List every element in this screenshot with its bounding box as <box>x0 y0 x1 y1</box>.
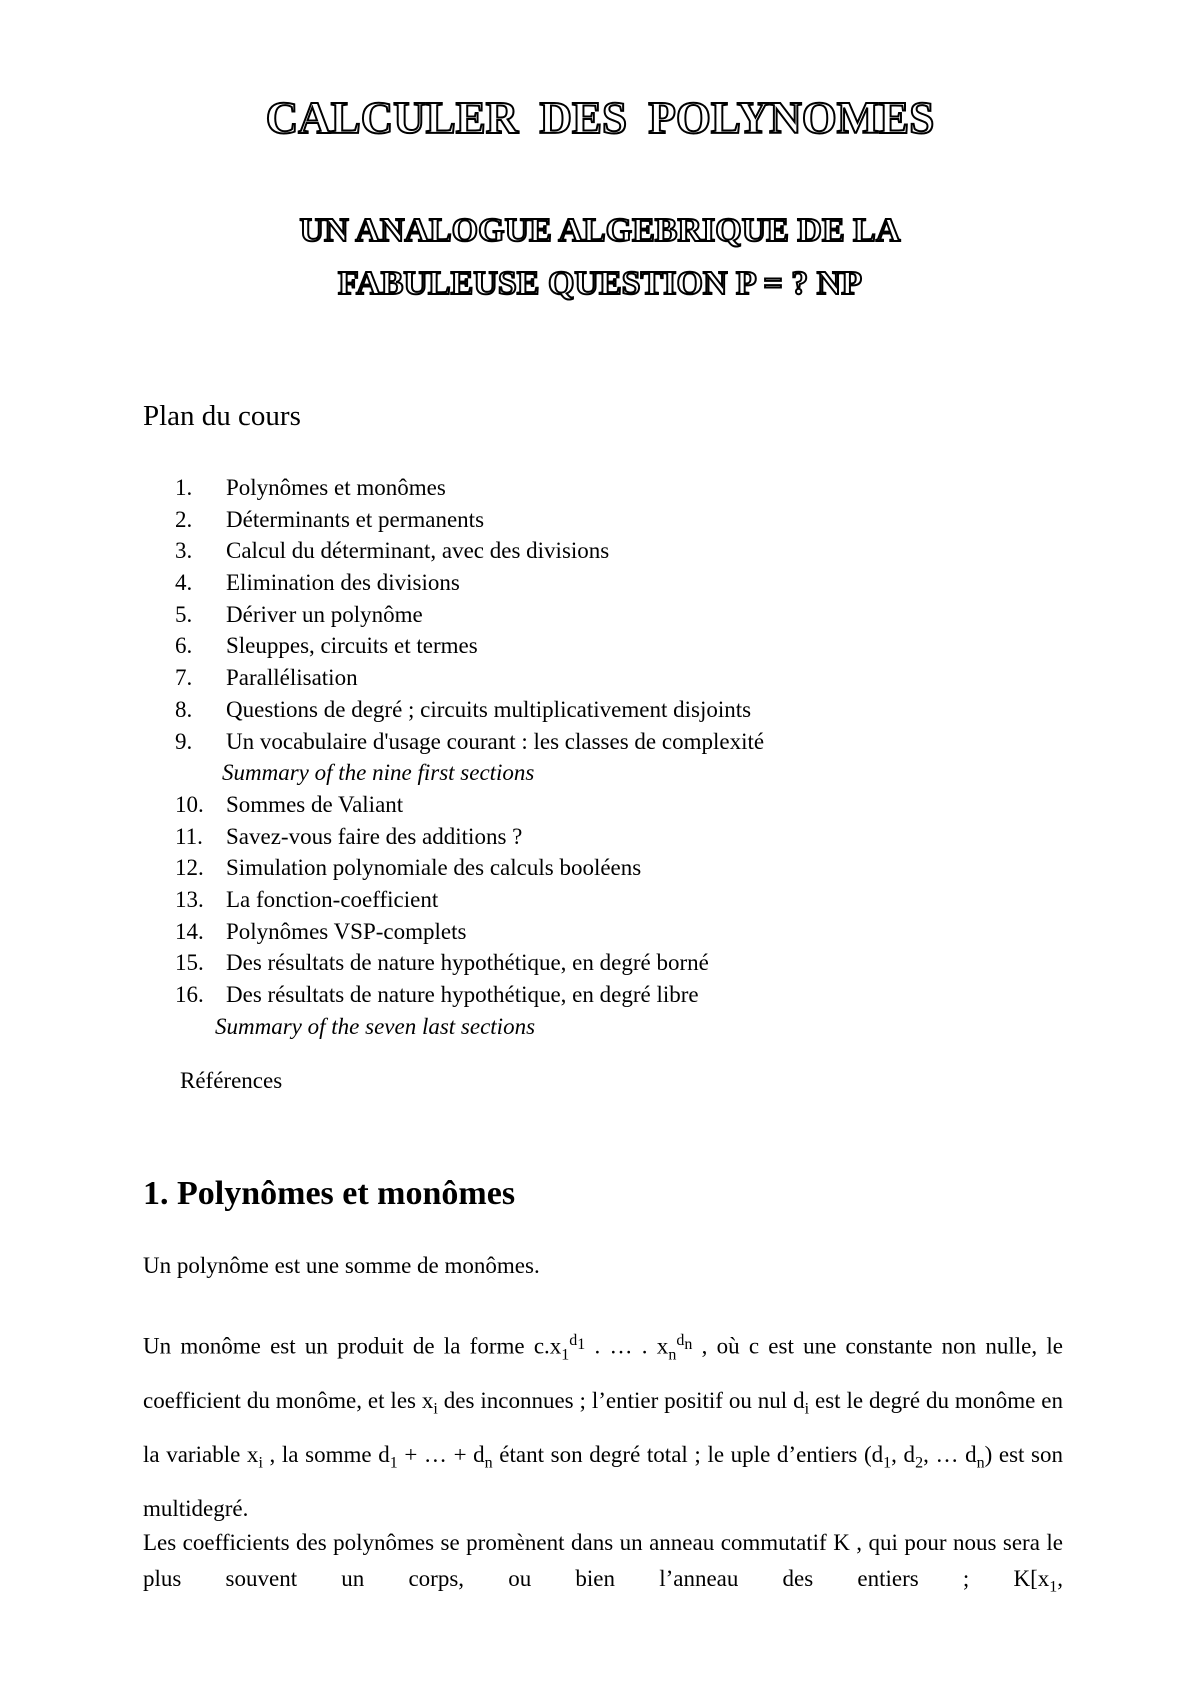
summary-first-text: Summary of the nine first sections <box>222 760 535 786</box>
toc-item-number: 14. <box>175 918 204 944</box>
plan-heading: Plan du cours <box>143 400 301 432</box>
toc-item-number: 3. <box>175 538 193 564</box>
document-title: CALCULER DES POLYNOMES <box>265 93 935 143</box>
toc-item-label: Des résultats de nature hypothétique, en degré borné <box>226 950 709 976</box>
summary-last-text: Summary of the seven last sections <box>215 1013 536 1039</box>
toc-item-label: Un vocabulaire d'usage courant : les classes de complexité <box>226 728 765 754</box>
toc-item-number: 7. <box>175 665 193 691</box>
toc-item <box>175 726 1075 758</box>
toc-item <box>175 852 1075 884</box>
toc-item <box>175 694 1075 726</box>
toc-item <box>175 630 1075 662</box>
document-subtitle-line-1: UN ANALOGUE ALGEBRIQUE DE LA <box>299 212 901 249</box>
toc-item <box>175 979 1075 1011</box>
toc-item-number: 8. <box>175 696 193 722</box>
paragraph-1: Un polynôme est une somme de monômes. <box>143 1253 540 1278</box>
toc-item-number: 2. <box>175 506 193 532</box>
toc-item <box>175 789 1075 821</box>
toc-item-number: 10. <box>175 791 204 817</box>
toc-item <box>175 821 1075 853</box>
section-1-heading: 1. Polynômes et monômes <box>143 1175 516 1212</box>
toc-item <box>175 884 1075 916</box>
toc-item <box>175 472 1075 504</box>
toc-item-label: Savez-vous faire des additions ? <box>226 823 523 849</box>
toc-item-label: Déterminants et permanents <box>226 506 485 532</box>
paragraph-2: Un monôme est un produit de la forme $c.x_1^{d_1}$ . … . $x_n^{d_n}$ , où c est une constante non nulle, le coefficient du monôme, et les $x_i$ des inconnues ; l’entier positif ou nul $d_i$ est le degré du monôme en la variable $x_i$ , la somme $d_1$ + … + $d_n$ étant son degré total ; le uple d’entiers ($d_1$, $d_2$, … $d_n$) est son multidegré. <box>143 1332 1064 1521</box>
toc-item-label: Sleuppes, circuits et termes <box>226 633 478 659</box>
table-of-contents <box>175 472 1075 1042</box>
toc-item-number: 9. <box>175 728 193 754</box>
toc-item-number: 11. <box>175 823 203 849</box>
toc-item-label: Dériver un polynôme <box>226 601 423 627</box>
toc-item <box>175 662 1075 694</box>
toc-summary-last <box>175 1011 1075 1043</box>
toc-item-number: 15. <box>175 950 204 976</box>
toc-item-number: 12. <box>175 855 204 881</box>
toc-item-label: Des résultats de nature hypothétique, en degré libre <box>226 982 699 1007</box>
toc-item-label: Polynômes et monômes <box>226 475 446 500</box>
toc-item <box>175 947 1075 979</box>
toc-item-number: 6. <box>175 633 193 659</box>
toc-item <box>175 599 1075 631</box>
toc-item-label: La fonction-coefficient <box>226 886 439 912</box>
toc-item <box>175 535 1075 567</box>
toc-item-number: 13. <box>175 886 204 912</box>
toc-item-label: Elimination des divisions <box>226 570 460 596</box>
toc-item-label: Parallélisation <box>226 665 358 691</box>
references-entry: Références <box>180 1068 283 1093</box>
toc-item-label: Calcul du déterminant, avec des divisions <box>226 538 610 564</box>
toc-item <box>175 567 1075 599</box>
toc-item-number: 1. <box>175 475 193 500</box>
toc-item-number: 5. <box>175 601 193 627</box>
toc-item <box>175 504 1075 536</box>
toc-item-number: 16. <box>175 982 204 1007</box>
paragraph-3: Les coefficients des polynômes se promènent dans un anneau commutatif K , qui pour nous sera le plus souvent un corps, ou bien l’anneau des entiers ; $K[x_1$, <box>143 1530 1063 1596</box>
toc-summary-first <box>175 757 1075 789</box>
toc-item-label: Polynômes VSP-complets <box>226 918 467 944</box>
toc-item-label: Questions de degré ; circuits multiplicativement disjoints <box>226 696 752 722</box>
toc-item-number: 4. <box>175 570 193 596</box>
toc-item-label: Sommes de Valiant <box>226 791 404 817</box>
document-subtitle-line-2: FABULEUSE QUESTION P = ? NP <box>337 265 863 302</box>
toc-item-label: Simulation polynomiale des calculs booléens <box>226 855 642 881</box>
toc-item <box>175 916 1075 948</box>
